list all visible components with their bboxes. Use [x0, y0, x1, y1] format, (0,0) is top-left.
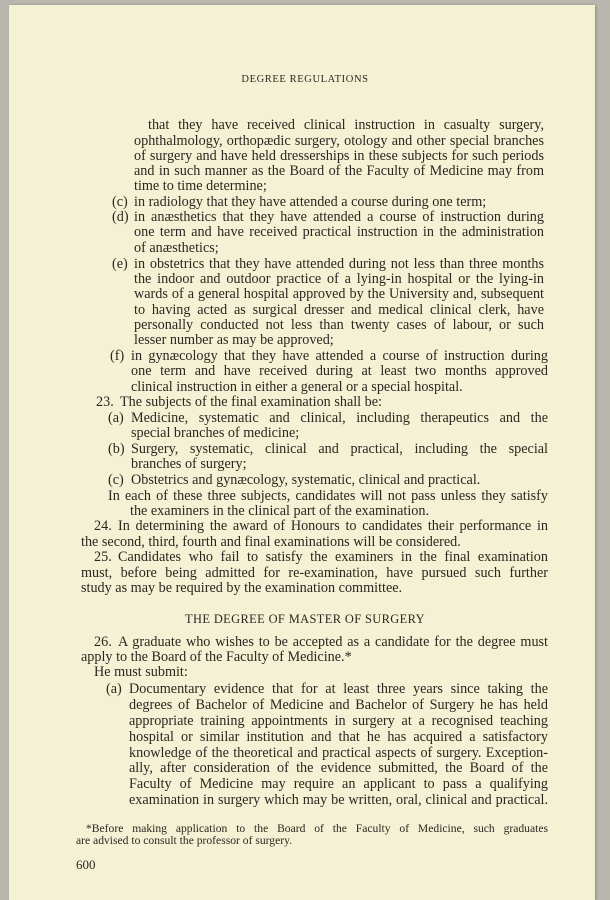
body-line: He must submit:: [94, 664, 188, 680]
item-marker: (d): [112, 209, 129, 225]
page-number: 600: [76, 857, 96, 872]
body-line: and in such manner as the Board of the Faculty of Medicine may from: [134, 163, 544, 179]
body-line: Faculty of Medicine may require an applicant to pass a qualifying: [129, 776, 548, 792]
item-marker: (b): [108, 441, 125, 457]
body-line: examination in surgery which may be written, oral, clinical and practical.: [129, 792, 548, 808]
body-line: must, before being admitted for re-examination, have pursued such further: [81, 565, 548, 581]
paragraph-number: 26.: [94, 634, 112, 650]
body-line: clinical instruction in either a general or a special hospital.: [131, 379, 463, 395]
body-line: study as may be required by the examination committee.: [81, 580, 403, 596]
footnote-line: *Before making application to the Board of the Faculty of Medicine, such graduates: [86, 822, 548, 835]
body-line: wards of a general hospital approved by the University and, subsequent: [134, 286, 544, 302]
running-header: DEGREE REGULATIONS: [241, 74, 369, 85]
body-line: The subjects of the final examination shall be:: [120, 394, 382, 410]
item-marker: (a): [108, 410, 124, 426]
body-line: one term and have received practical instruction in the administration: [134, 224, 544, 240]
body-line: Documentary evidence that for at least three years since taking the: [129, 681, 548, 697]
body-line: ally, after consideration of the evidence submitted, the Board of the: [129, 760, 548, 776]
body-line: In each of these three subjects, candidates will not pass unless they satisfy: [108, 488, 548, 504]
body-line: that they have received clinical instruction in casualty surgery,: [148, 117, 544, 133]
item-marker: (c): [108, 472, 124, 488]
body-line: appropriate training appointments in surgery at a recognised teaching: [129, 713, 548, 729]
body-line: in anæsthetics that they have attended a course of instruction during: [134, 209, 544, 225]
body-line: personally conducted not less than twenty cases of labour, or such: [134, 317, 544, 333]
body-line: the second, third, fourth and final examinations will be considered.: [81, 534, 461, 550]
paragraph-number: 24.: [94, 518, 112, 534]
body-line: A graduate who wishes to be accepted as a candidate for the degree must: [118, 634, 548, 650]
item-marker: (a): [106, 681, 122, 697]
item-marker: (e): [112, 256, 128, 272]
section-heading: THE DEGREE OF MASTER OF SURGERY: [185, 612, 425, 626]
body-line: to having acted as surgical dresser and medical clinical clerk, have: [134, 302, 544, 318]
body-line: the indoor and outdoor practice of a lying-in hospital or the lying-in: [134, 271, 544, 287]
body-line: lesser number as may be approved;: [134, 332, 334, 348]
body-line: Surgery, systematic, clinical and practical, including the special: [131, 441, 548, 457]
body-line: one term and have received during at least two months approved: [131, 363, 548, 379]
body-line: Obstetrics and gynæcology, systematic, clinical and practical.: [131, 472, 481, 488]
paragraph-number: 25.: [94, 549, 112, 565]
body-line: hospital or similar institution and that he has acquired a satisfactory: [129, 729, 548, 745]
body-line: apply to the Board of the Faculty of Medicine.*: [81, 649, 352, 665]
body-line: of surgery and have held dresserships in these subjects for such periods: [134, 148, 544, 164]
body-line: Medicine, systematic and clinical, including therapeutics and the: [131, 410, 548, 426]
footnote-line: are advised to consult the professor of surgery.: [76, 834, 293, 847]
body-line: degrees of Bachelor of Medicine and Bachelor of Surgery he has held: [129, 697, 548, 713]
paragraph-number: 23.: [96, 394, 114, 410]
body-line: special branches of medicine;: [131, 425, 300, 441]
item-marker: (c): [112, 194, 128, 210]
body-line: of anæsthetics;: [134, 240, 219, 256]
body-line: the examiners in the clinical part of the examination.: [130, 503, 430, 519]
body-line: Candidates who fail to satisfy the examiners in the final examination: [118, 549, 548, 565]
body-line: in obstetrics that they have attended during not less than three months: [134, 256, 544, 272]
body-line: In determining the award of Honours to candidates their performance in: [118, 518, 548, 534]
body-line: in radiology that they have attended a course during one term;: [134, 194, 487, 210]
body-line: branches of surgery;: [131, 456, 247, 472]
body-line: ophthalmology, orthopædic surgery, otology and other special branches: [134, 133, 544, 149]
body-line: knowledge of the theoretical and practical aspects of surgery. Exception-: [129, 745, 548, 761]
item-marker: (f): [110, 348, 125, 364]
body-line: time to time determine;: [134, 178, 267, 194]
body-line: in gynæcology that they have attended a course of instruction during: [131, 348, 548, 364]
